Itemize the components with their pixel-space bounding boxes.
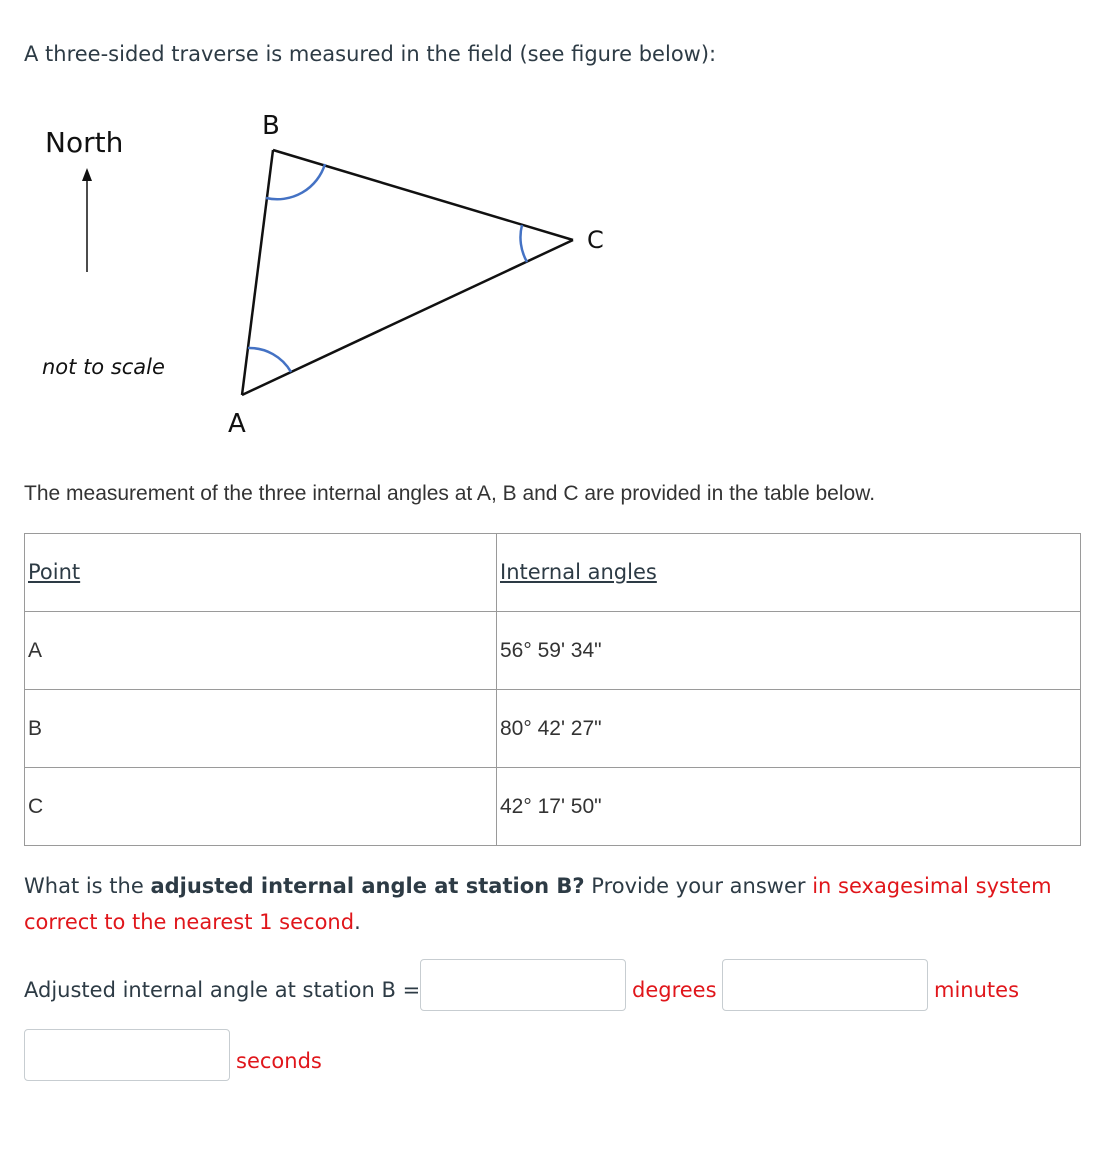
minutes-input[interactable] — [722, 959, 928, 1011]
degrees-unit-label: degrees — [632, 978, 717, 1002]
cell-point: A — [25, 612, 497, 690]
scale-note: not to scale — [42, 355, 165, 379]
answer-label: Adjusted internal angle at station B = — [24, 978, 421, 1002]
question-red: in sexagesimal system correct to the nearest 1 second — [24, 874, 1052, 934]
side-ca — [242, 240, 573, 395]
seconds-input[interactable] — [24, 1029, 230, 1081]
intro-text: A three-sided traverse is measured in the field (see figure below): — [24, 42, 717, 66]
label-point-c: C — [587, 226, 604, 254]
question-bold: adjusted internal angle at station B? — [150, 874, 585, 898]
header-point — [25, 534, 497, 612]
table-row — [25, 768, 1081, 846]
header-point-label: Point — [28, 560, 81, 584]
cell-point: B — [25, 690, 497, 768]
cell-angle: 80° 42' 27" — [497, 690, 1081, 768]
cell-angle: 42° 17' 50" — [497, 768, 1081, 846]
label-point-a: A — [228, 409, 246, 439]
traverse-figure — [0, 100, 700, 450]
question-part1: What is the — [24, 874, 151, 898]
angle-arc-a — [248, 348, 291, 372]
angles-table — [24, 533, 1081, 846]
question-text — [24, 868, 1084, 940]
measurement-text: The measurement of the three internal angles at A, B and C are provided in the table below. — [24, 482, 876, 505]
angle-arc-b — [266, 164, 325, 199]
table-row — [25, 690, 1081, 768]
side-ab — [242, 150, 273, 395]
seconds-unit-label: seconds — [236, 1049, 322, 1073]
degrees-input[interactable] — [420, 959, 626, 1011]
angle-arc-c — [520, 225, 527, 262]
cell-point: C — [25, 768, 497, 846]
table-row — [25, 612, 1081, 690]
cell-angle: 56° 59' 34" — [497, 612, 1081, 690]
table-header-row — [25, 534, 1081, 612]
question-end: . — [354, 910, 361, 934]
header-angles — [497, 534, 1081, 612]
minutes-unit-label: minutes — [934, 978, 1020, 1002]
north-label: North — [45, 126, 124, 159]
label-point-b: B — [262, 111, 280, 141]
north-arrow-icon — [82, 168, 92, 181]
side-bc — [273, 150, 573, 240]
question-part2: Provide your answer — [584, 874, 813, 898]
header-angles-label: Internal angles — [500, 560, 657, 584]
